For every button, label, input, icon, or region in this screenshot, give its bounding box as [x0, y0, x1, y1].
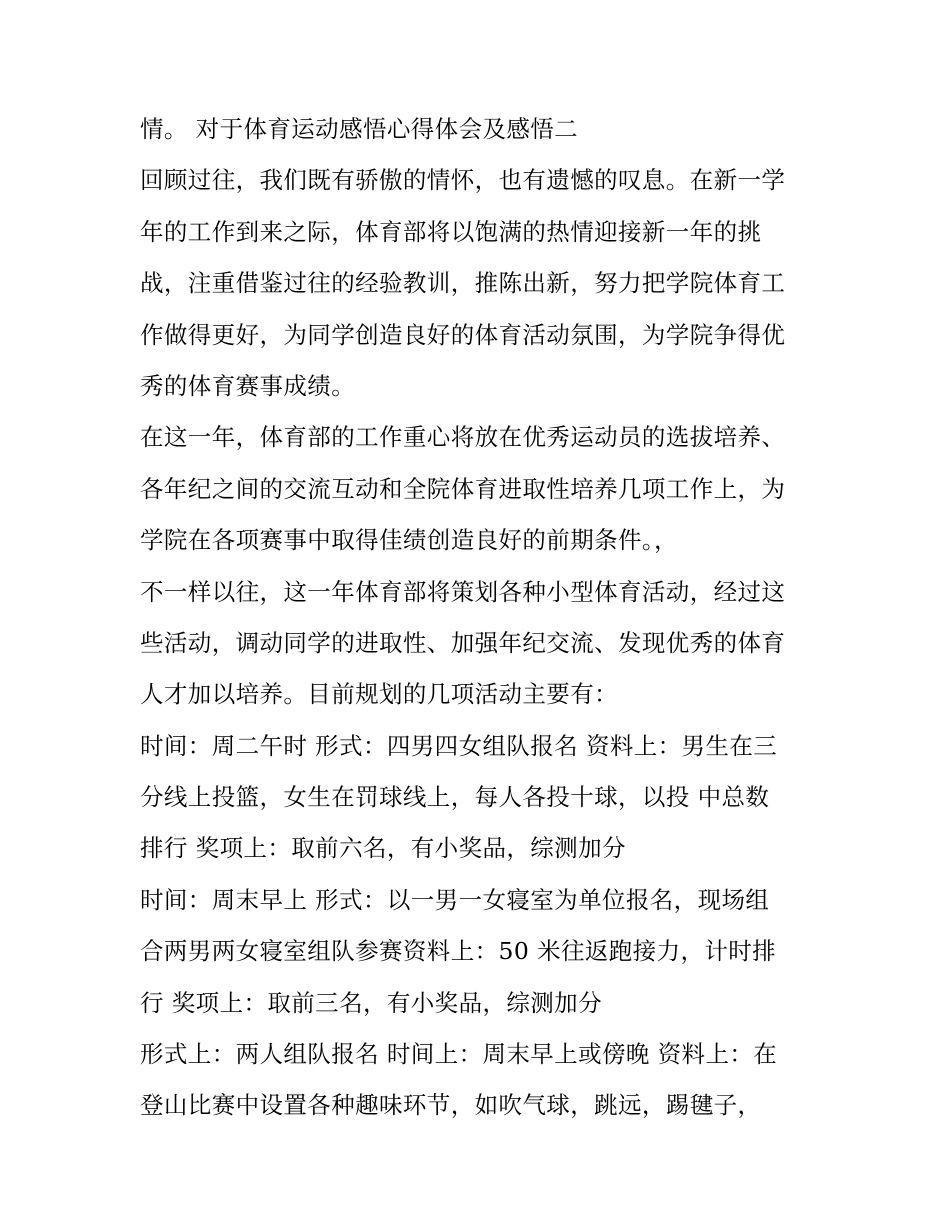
text-line: 合两男两女寝室组队参赛资料上：50 米往返跑接力，计时排: [140, 937, 777, 966]
text-line: 分线上投篮，女生在罚球线上，每人各投十球，以投 中总数: [140, 783, 770, 812]
text-line: 情。 对于体育运动感悟心得体会及感悟二: [140, 115, 579, 143]
text-line: 登山比赛中设置各种趣味环节，如吹气球，跳远，踢毽子，: [140, 1091, 762, 1120]
text-line: 排行 奖项上：取前六名，有小奖品，综测加分: [140, 834, 626, 863]
text-line: 些活动，调动同学的进取性、加强年纪交流、发现优秀的体育: [140, 628, 786, 657]
text-line: 人才加以培养。目前规划的几项活动主要有：: [140, 680, 618, 709]
text-line: 时间：周二午时 形式：四男四女组队报名 资料上：男生在三: [140, 731, 778, 760]
text-line: 年的工作到来之际，体育部将以饱满的热情迎接新一年的挑: [140, 217, 762, 246]
text-line: 回顾过往，我们既有骄傲的情怀，也有遗憾的叹息。在新一学: [140, 166, 786, 195]
text-line: 各年纪之间的交流互动和全院体育进取性培养几项工作上，为: [140, 474, 786, 503]
text-line: 学院在各项赛事中取得佳绩创造良好的前期条件。，: [140, 526, 678, 555]
text-line: 行 奖项上：取前三名，有小奖品，综测加分: [140, 988, 602, 1017]
text-line: 形式上：两人组队报名 时间上：周末早上或傍晚 资料上：在: [140, 1040, 778, 1069]
text-line: 在这一年，体育部的工作重心将放在优秀运动员的选拔培养、: [140, 423, 786, 452]
text-line: 秀的体育赛事成绩。: [140, 371, 356, 400]
document-body: [140, 104, 830, 1132]
text-line: 作做得更好，为同学创造良好的体育活动氛围，为学院争得优: [140, 320, 786, 349]
text-line: 战，注重借鉴过往的经验教训，推陈出新，努力把学院体育工: [140, 269, 786, 298]
text-line: 不一样以往，这一年体育部将策划各种小型体育活动，经过这: [140, 577, 786, 606]
text-line: 时间：周末早上 形式：以一男一女寝室为单位报名，现场组: [140, 885, 770, 914]
